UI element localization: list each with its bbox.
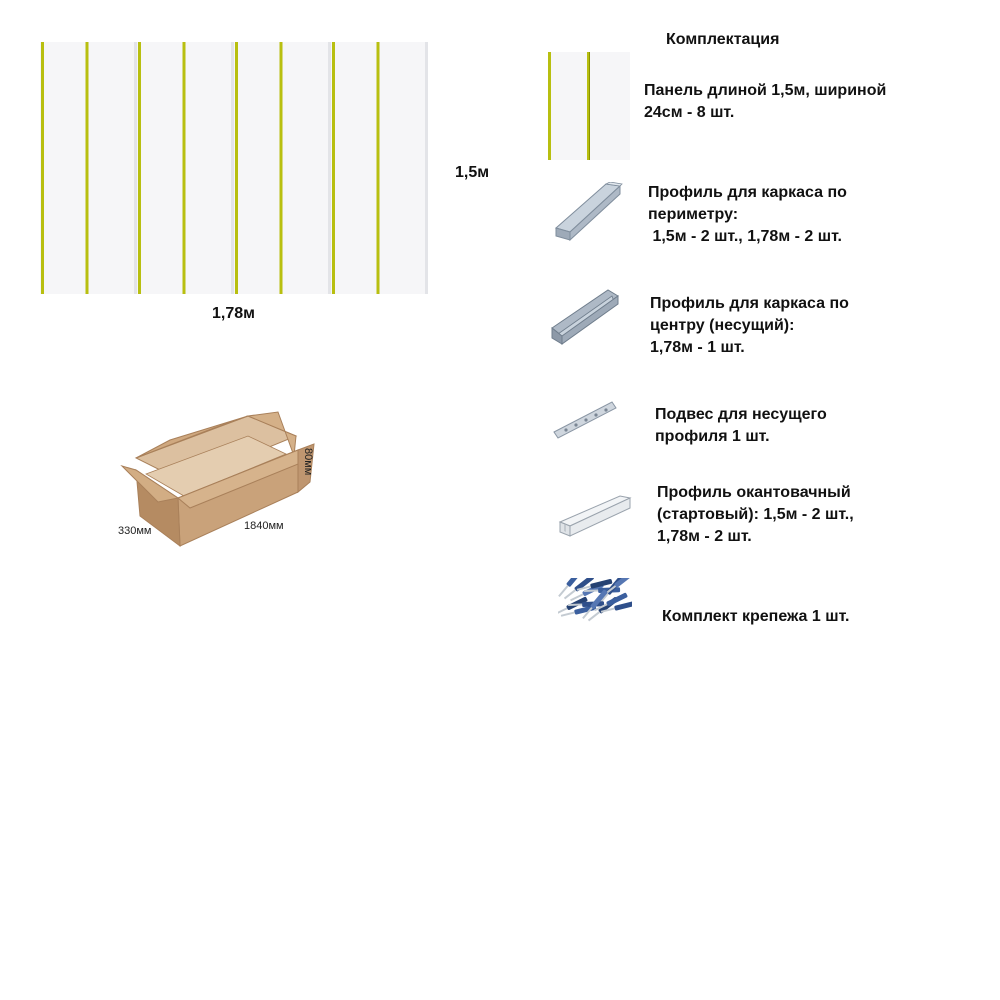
panel-5 bbox=[234, 42, 283, 294]
kit-item-perimeter-text: Профиль для каркаса по периметру: 1,5м - 2 шт., 1,78м - 2 шт. bbox=[648, 184, 847, 245]
panel-joint-4 bbox=[231, 42, 234, 294]
center-profile-icon bbox=[550, 288, 620, 348]
panel-4 bbox=[186, 42, 235, 294]
panel-joint-2 bbox=[134, 42, 137, 294]
hanger-icon bbox=[552, 398, 618, 442]
box-height-label: 80мм bbox=[302, 448, 314, 476]
panel-width-label: 1,78м bbox=[212, 305, 255, 322]
edge-profile-icon bbox=[556, 492, 632, 540]
ceiling-panels-illustration bbox=[40, 42, 428, 294]
panel-3 bbox=[137, 42, 186, 294]
panel-joint-1 bbox=[86, 42, 89, 294]
box-length-label: 1840мм bbox=[244, 520, 284, 532]
panel-6 bbox=[283, 42, 332, 294]
kit-title: Комплектация bbox=[666, 31, 780, 48]
panel-8 bbox=[380, 42, 429, 294]
kit-item-edge-text: Профиль окантовачный (стартовый): 1,5м - 2 шт., 1,78м - 2 шт. bbox=[657, 484, 854, 545]
panel-sample-icon bbox=[548, 52, 630, 160]
panel-2 bbox=[89, 42, 138, 294]
kit-item-panel-text: Панель длиной 1,5м, шириной 24см - 8 шт. bbox=[644, 82, 887, 121]
panel-stripe-3 bbox=[138, 42, 141, 294]
panel-7 bbox=[331, 42, 380, 294]
kit-item-fasteners-text: Комплект крепежа 1 шт. bbox=[662, 608, 850, 625]
panel-joint-8 bbox=[425, 42, 428, 294]
kit-item-hanger-text: Подвес для несущего профиля 1 шт. bbox=[655, 406, 827, 445]
kit-item-center-text: Профиль для каркаса по центру (несущий): 1,78м - 1 шт. bbox=[650, 295, 849, 356]
panel-length-label: 1,5м bbox=[455, 164, 490, 181]
panel-stripe-1 bbox=[41, 42, 44, 294]
perimeter-profile-icon bbox=[552, 182, 624, 244]
panel-joint-5 bbox=[280, 42, 283, 294]
panel-joint-7 bbox=[377, 42, 380, 294]
panel-1 bbox=[40, 42, 89, 294]
panel-joint-3 bbox=[183, 42, 186, 294]
panel-stripe-5 bbox=[235, 42, 238, 294]
box-width-label: 330мм bbox=[118, 525, 152, 537]
panel-stripe-7 bbox=[332, 42, 335, 294]
fasteners-icon bbox=[558, 578, 632, 648]
panel-joint-6 bbox=[328, 42, 331, 294]
panel-set-svg bbox=[40, 42, 428, 294]
